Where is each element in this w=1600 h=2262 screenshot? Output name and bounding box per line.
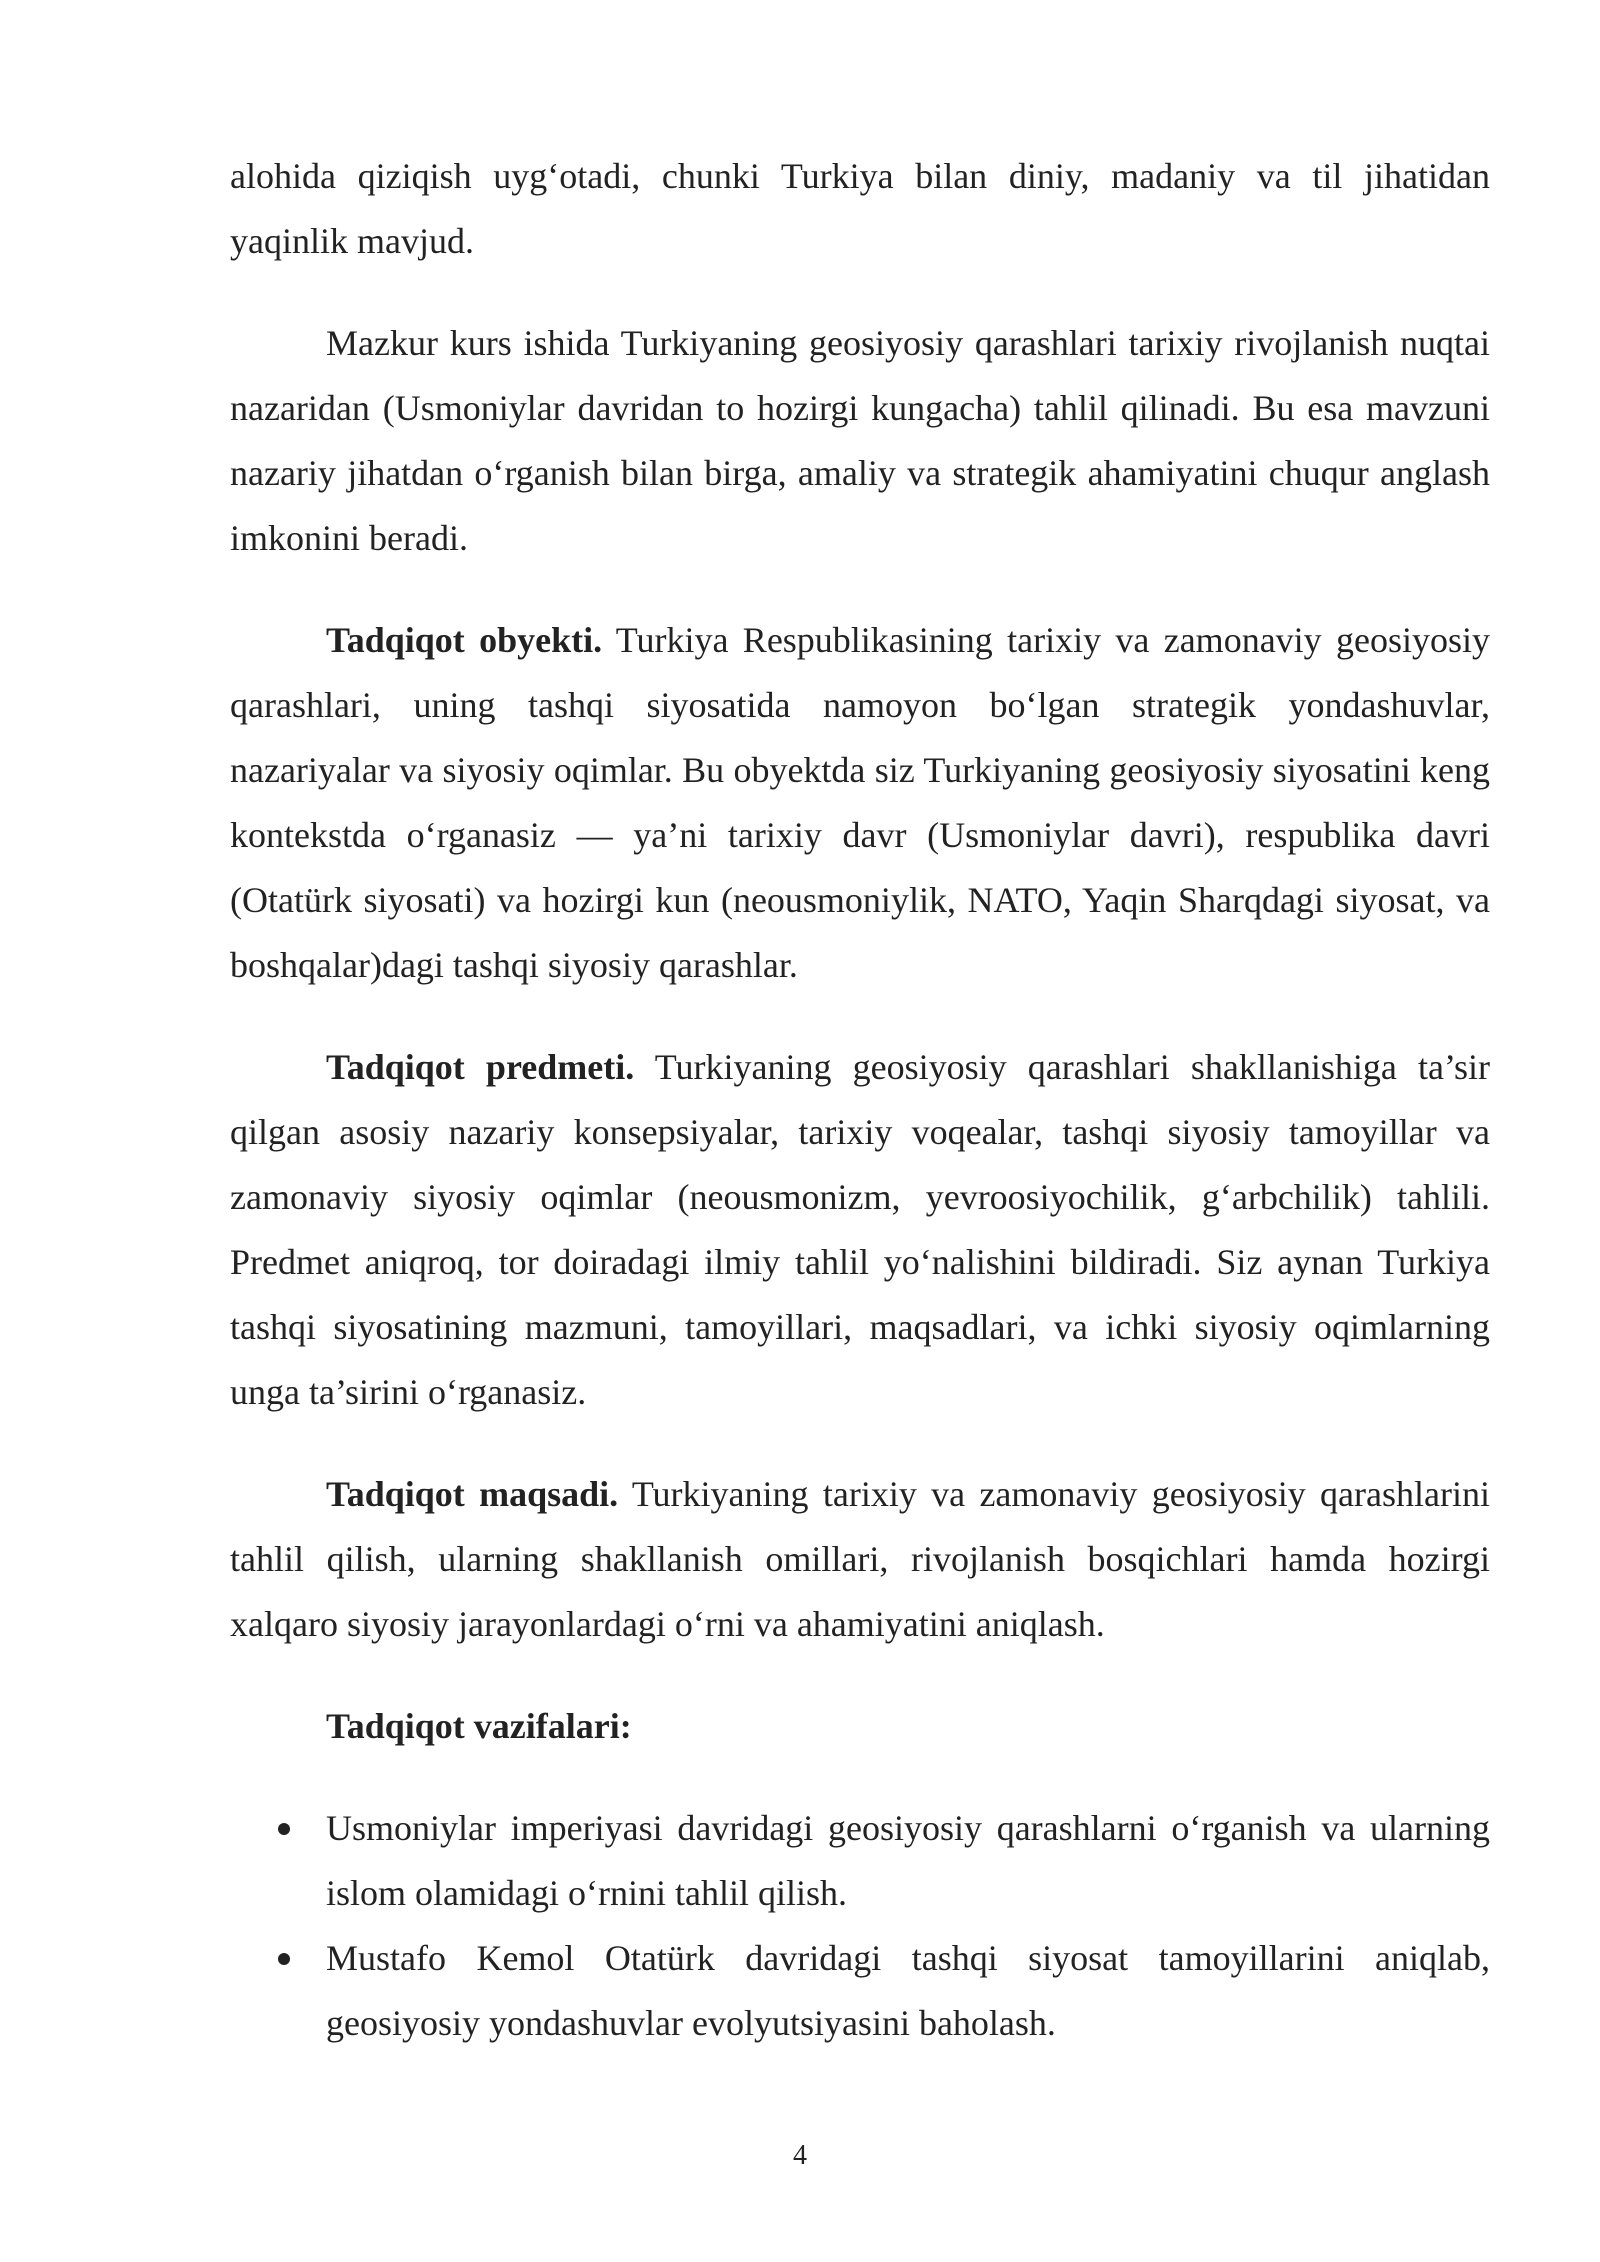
page-number: 4 — [793, 2140, 807, 2171]
paragraph-research-object — [230, 608, 1490, 998]
list-item — [230, 1926, 1490, 2056]
research-tasks-list — [230, 1796, 1490, 2056]
list-item — [230, 1796, 1490, 1926]
paragraph-research-goal — [230, 1462, 1490, 1657]
research-object-label: Tadqiqot obyekti. — [326, 620, 603, 660]
research-tasks-heading: Tadqiqot vazifalari: — [326, 1706, 632, 1746]
bullet-icon — [278, 1823, 290, 1835]
research-goal-label: Tadqiqot maqsadi. — [326, 1474, 619, 1514]
research-subject-text: Turkiyaning geosiyosiy qarashlari shakllanishiga ta’sir qilgan asosiy nazariy konsepsiyalar, tarixiy voqealar, tashqi siyosiy tamoyillar va zamonaviy siyosiy oqimlar (neousmonizm, yevroosiyochilik, g‘arbchilik) tahlili. Predmet aniqroq, tor doiradagi ilmiy tahlil yo‘nalishini bildiradi. Siz aynan Turkiya tashqi siyosatining mazmuni, tamoyillari, maqsadlari, va ichki siyosiy oqimlarning unga ta’sirini o‘rganasiz. — [230, 1047, 1491, 1412]
paragraph-research-subject — [230, 1035, 1490, 1425]
bullet-icon — [278, 1953, 290, 1965]
research-object-text: Turkiya Respublikasining tarixiy va zamonaviy geosiyosiy qarashlari, uning tashqi siyosatida namoyon bo‘lgan strategik yondashuvlar, nazariyalar va siyosiy oqimlar. Bu obyektda siz Turkiyaning geosiyosiy siyosatini keng kontekstda o‘rganasiz — ya’ni tarixiy davr (Usmoniylar davri), respublika davri (Otatürk siyosati) va hozirgi kun (neousmoniylik, NATO, Yaqin Sharqdagi siyosat, va boshqalar)dagi tashqi siyosiy qarashlar. — [230, 620, 1490, 985]
list-item-text: Mustafo Kemol Otatürk davridagi tashqi siyosat tamoyillarini aniqlab, geosiyosiy yondashuvlar evolyutsiyasini baholash. — [326, 1938, 1490, 2043]
page-content — [230, 144, 1490, 2056]
paragraph-course-description: Mazkur kurs ishida Turkiyaning geosiyosiy qarashlari tarixiy rivojlanish nuqtai nazaridan (Usmoniylar davridan to hozirgi kungacha) tahlil qilinadi. Bu esa mavzuni nazariy jihatdan o‘rganish bilan birga, amaliy va strategik ahamiyatini chuqur anglash imkonini beradi. — [230, 323, 1490, 558]
list-item-text: Usmoniylar imperiyasi davridagi geosiyosiy qarashlarni o‘rganish va ularning islom olamidagi o‘rnini tahlil qilish. — [326, 1808, 1490, 1913]
research-goal-text: Turkiyaning tarixiy va zamonaviy geosiyosiy qarashlarini tahlil qilish, ularning shakllanish omillari, rivojlanish bosqichlari hamda hozirgi xalqaro siyosiy jarayonlardagi o‘rni va ahamiyatini aniqlash. — [230, 1474, 1490, 1644]
paragraph-intro-continuation: alohida qiziqish uyg‘otadi, chunki Turkiya bilan diniy, madaniy va til jihatidan yaqinlik mavjud. — [230, 156, 1490, 261]
research-subject-label: Tadqiqot predmeti. — [326, 1047, 635, 1087]
